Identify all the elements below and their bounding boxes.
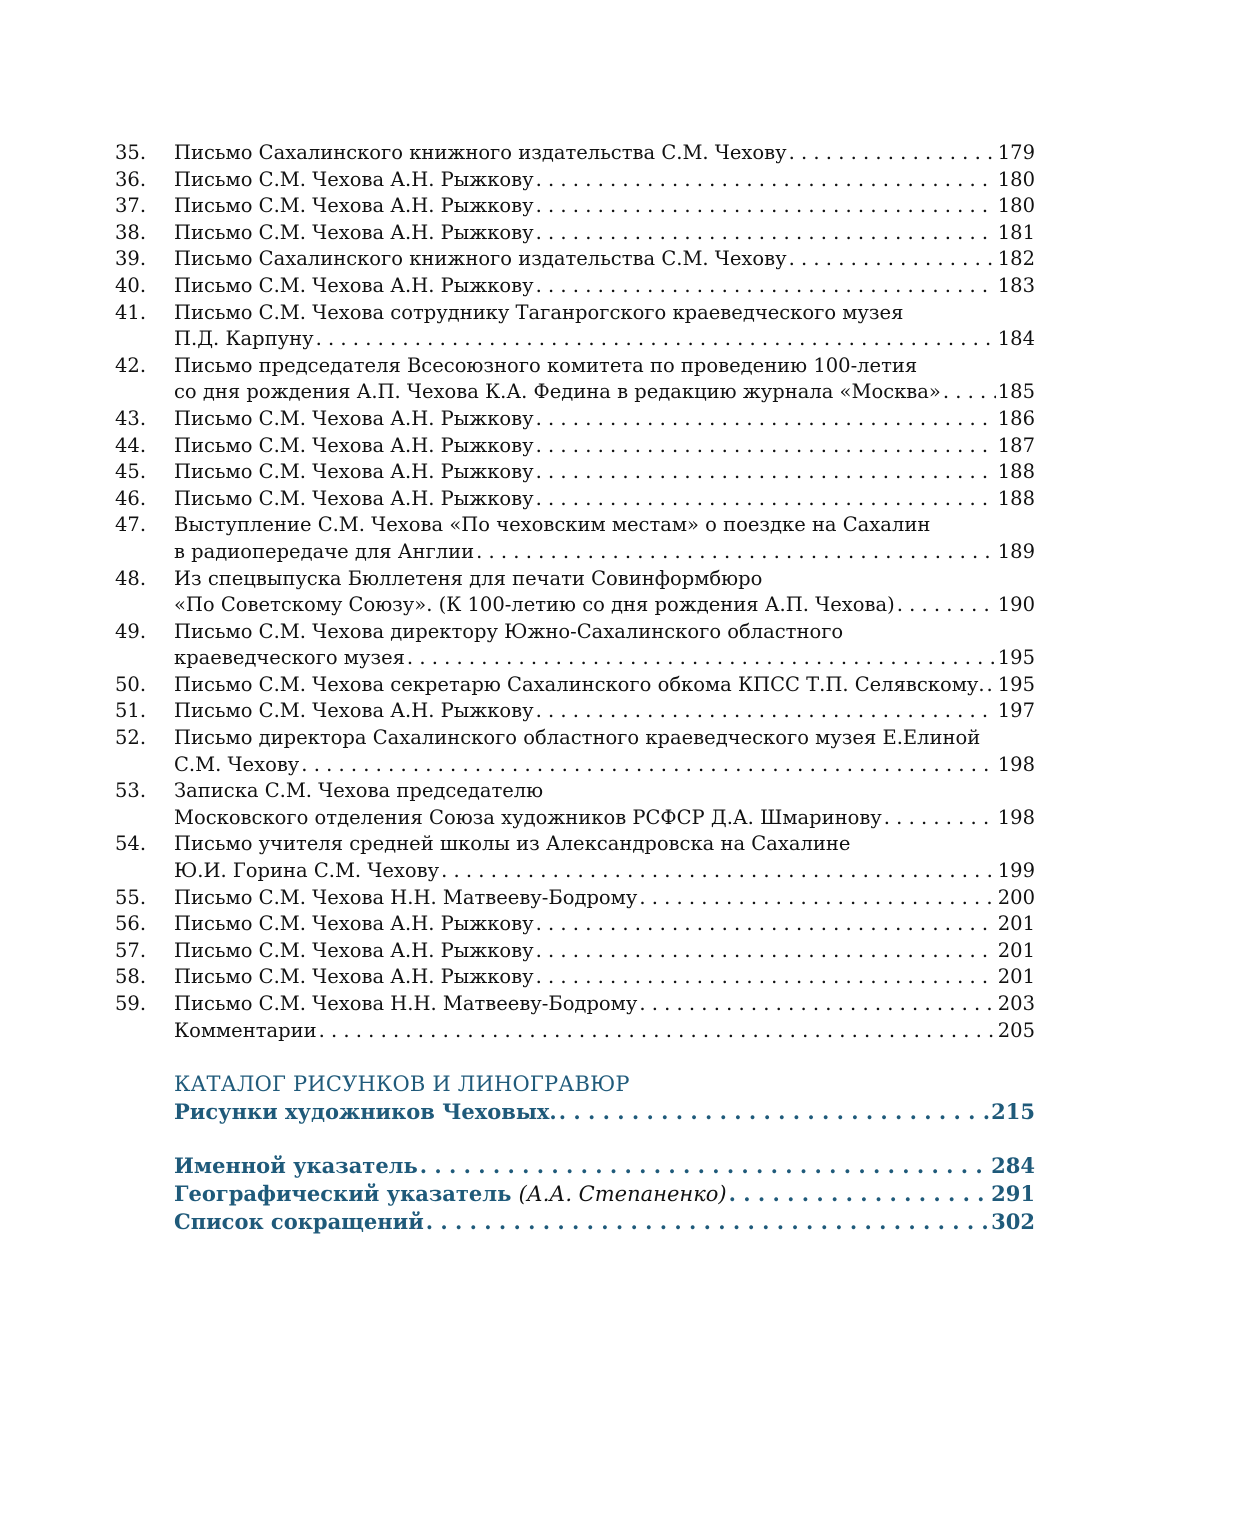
toc-entry[interactable] [115, 193, 1035, 220]
dot-leader [536, 167, 996, 194]
toc-entry-line [115, 805, 1035, 832]
entry-number: 47. [115, 513, 147, 537]
page-number: 190 [997, 593, 1035, 617]
entry-number: 53. [115, 779, 147, 803]
toc-entry-line [115, 193, 1035, 220]
toc-entry-index[interactable] [174, 1152, 1035, 1180]
toc-entry[interactable] [115, 778, 1035, 831]
toc-entry-line [115, 672, 1035, 699]
dot-leader [536, 911, 996, 938]
dot-leader [426, 1208, 989, 1236]
toc-entry-line [115, 379, 1035, 406]
entry-title: Письмо учителя средней школы из Александровска на Сахалине [174, 832, 851, 856]
toc-entry[interactable] [115, 911, 1035, 938]
entry-title: Письмо С.М. Чехова А.Н. Рыжкову [174, 699, 534, 723]
entry-number: 45. [115, 460, 147, 484]
entry-number: 50. [115, 672, 147, 696]
page-number: 183 [997, 273, 1035, 297]
entry-title: Письмо С.М. Чехова А.Н. Рыжкову [174, 912, 534, 936]
entry-title: П.Д. Карпуну [174, 327, 314, 351]
entry-title: Московского отделения Союза художников РСФСР Д.А. Шмаринову [174, 805, 882, 829]
toc-entry-line [115, 592, 1035, 619]
toc-entry-line [115, 486, 1035, 513]
dot-leader [536, 486, 996, 513]
entry-title: Письмо директора Сахалинского областного краеведческого музея Е.Елиной [174, 726, 981, 750]
entry-number: 54. [115, 832, 147, 856]
entry-number: 59. [115, 992, 147, 1015]
entry-title: Письмо Сахалинского книжного издательства С.М. Чехову [174, 141, 787, 164]
page-number: 284 [991, 1153, 1035, 1178]
page-number: 200 [997, 885, 1035, 909]
page-number: 197 [997, 699, 1035, 723]
dot-leader [987, 672, 996, 699]
page-number: 187 [997, 433, 1035, 457]
toc-entry[interactable] [115, 512, 1035, 565]
dot-leader [884, 805, 996, 832]
entry-title: Рисунки художников Чеховых. [174, 1099, 557, 1124]
toc-entry-line [115, 752, 1035, 779]
page-number: 198 [997, 805, 1035, 829]
toc-entry[interactable] [115, 938, 1035, 965]
toc-entry[interactable] [115, 831, 1035, 884]
entry-number: 35. [115, 141, 147, 164]
toc-entry-line [115, 885, 1035, 912]
toc-entry[interactable] [115, 353, 1035, 406]
toc-entry[interactable] [115, 273, 1035, 300]
dot-leader [301, 752, 995, 779]
entry-number: 42. [115, 353, 147, 377]
toc-entry-line [115, 964, 1035, 991]
toc-entry-index[interactable] [174, 1208, 1035, 1236]
dot-leader [536, 964, 996, 991]
entry-title: Письмо С.М. Чехова А.Н. Рыжкову [174, 220, 534, 244]
toc-entry[interactable] [115, 619, 1035, 672]
dot-leader [536, 406, 996, 433]
page-number: 188 [997, 460, 1035, 484]
toc-entry-line [115, 566, 1035, 593]
entry-title: С.М. Чехову [174, 752, 300, 776]
toc-entry[interactable] [115, 1018, 1035, 1045]
toc-entry-line [115, 991, 1035, 1018]
entry-title: Ю.И. Горина С.М. Чехову [174, 859, 440, 883]
toc-entry-line [115, 911, 1035, 938]
entry-number: 41. [115, 300, 147, 324]
entry-number: 39. [115, 247, 147, 271]
toc-entry-line [115, 353, 1035, 380]
page-number: 302 [991, 1209, 1035, 1234]
toc-entry-line [115, 645, 1035, 672]
entry-title: Письмо С.М. Чехова А.Н. Рыжкову [174, 938, 534, 962]
entry-number: 43. [115, 406, 147, 430]
page-number: 189 [997, 539, 1035, 563]
page-number: 201 [997, 912, 1035, 936]
entry-title: Письмо С.М. Чехова А.Н. Рыжкову [174, 167, 534, 191]
catalog-heading: КАТАЛОГ РИСУНКОВ И ЛИНОГРАВЮР [174, 1072, 630, 1096]
entry-number: 57. [115, 938, 147, 962]
toc-entry-line [115, 831, 1035, 858]
entry-title: Письмо С.М. Чехова А.Н. Рыжкову [174, 194, 534, 218]
toc-entry-line [115, 938, 1035, 965]
dot-leader [789, 246, 996, 273]
toc-entry[interactable] [115, 300, 1035, 353]
entry-author-note: (А.А. Степаненко) [518, 1182, 727, 1206]
entry-title: Выступление С.М. Чехова «По чеховским местам» о поездке на Сахалин [174, 513, 931, 537]
entry-title: Письмо С.М. Чехова сотруднику Таганрогского краеведческого музея [174, 300, 904, 324]
toc-entry[interactable] [115, 964, 1035, 991]
toc-entry-line [115, 619, 1035, 646]
toc-entry-line [115, 778, 1035, 805]
dot-leader [789, 140, 996, 167]
toc-entry[interactable] [115, 991, 1035, 1018]
entry-number: 56. [115, 912, 147, 936]
toc-entry-catalog[interactable] [174, 1098, 1035, 1126]
toc-entry[interactable] [115, 725, 1035, 778]
entry-title: Письмо С.М. Чехова Н.Н. Матвееву-Бодрому [174, 885, 638, 909]
toc-list [115, 140, 1035, 1044]
entry-title: Список сокращений [174, 1209, 424, 1234]
page-number: 181 [997, 220, 1035, 244]
entry-number: 40. [115, 273, 147, 297]
page-number: 203 [997, 992, 1035, 1015]
entry-title: краеведческого музея [174, 646, 405, 670]
page-number: 186 [997, 406, 1035, 430]
dot-leader [536, 220, 996, 247]
entry-title: Письмо С.М. Чехова А.Н. Рыжкову [174, 460, 534, 484]
entry-title: Письмо С.М. Чехова А.Н. Рыжкову [174, 406, 534, 430]
toc-entry[interactable] [115, 167, 1035, 194]
dot-leader [943, 379, 996, 406]
dot-leader [536, 273, 996, 300]
entry-title: Записка С.М. Чехова председателю [174, 779, 544, 803]
entry-number: 48. [115, 566, 147, 590]
toc-entry[interactable] [115, 246, 1035, 273]
page-number: 180 [997, 167, 1035, 191]
page-number: 215 [991, 1099, 1035, 1124]
entry-number: 38. [115, 220, 147, 244]
dot-leader [639, 991, 995, 1018]
toc-entry[interactable] [115, 406, 1035, 433]
dot-leader [536, 698, 996, 725]
page-number: 201 [997, 965, 1035, 989]
toc-entry-index[interactable] [174, 1180, 1035, 1208]
dot-leader [536, 433, 996, 460]
page-number: 195 [997, 672, 1035, 696]
entry-title: Письмо С.М. Чехова А.Н. Рыжкову [174, 433, 534, 457]
entry-title: Письмо С.М. Чехова Н.Н. Матвееву-Бодрому [174, 992, 638, 1015]
toc-entry-line [115, 167, 1035, 194]
catalog-section [174, 1070, 1035, 1126]
toc-entry-line [115, 512, 1035, 539]
toc-entry[interactable] [115, 566, 1035, 619]
entry-number: 37. [115, 194, 147, 218]
entry-title: Письмо С.М. Чехова А.Н. Рыжкову [174, 486, 534, 510]
toc-entry[interactable] [115, 698, 1035, 725]
toc-entry[interactable] [115, 140, 1035, 167]
toc-entry-line [115, 300, 1035, 327]
toc-entry-line [115, 1018, 1035, 1045]
entry-number: 46. [115, 486, 147, 510]
entry-number: 55. [115, 885, 147, 909]
entry-title: со дня рождения А.П. Чехова К.А. Федина в редакцию журнала «Москва» [174, 380, 941, 404]
page-number: 195 [997, 646, 1035, 670]
toc-entry-line [115, 725, 1035, 752]
toc-entry[interactable] [115, 672, 1035, 699]
toc-entry-line [115, 220, 1035, 247]
dot-leader [420, 1152, 989, 1180]
dot-leader [536, 193, 996, 220]
dot-leader [536, 938, 996, 965]
toc-entry-line [115, 433, 1035, 460]
entry-number: 58. [115, 965, 147, 989]
page-number: 201 [997, 938, 1035, 962]
toc-entry[interactable] [115, 885, 1035, 912]
toc-entry-line [115, 273, 1035, 300]
toc-entry-line [115, 140, 1035, 167]
entry-title: Письмо председателя Всесоюзного комитета по проведению 100-летия [174, 353, 918, 377]
page-number: 179 [997, 141, 1035, 164]
dot-leader [441, 858, 996, 885]
toc-entry-line [115, 326, 1035, 353]
dot-leader [319, 1018, 996, 1045]
dot-leader [536, 459, 996, 486]
entry-title: Письмо С.М. Чехова А.Н. Рыжкову [174, 273, 534, 297]
entry-title: Письмо Сахалинского книжного издательства С.М. Чехову [174, 247, 787, 271]
page-number: 205 [997, 1018, 1035, 1042]
toc-entry[interactable] [115, 220, 1035, 247]
dot-leader [407, 645, 996, 672]
entry-number: 52. [115, 726, 147, 750]
page-number: 199 [997, 859, 1035, 883]
page-number: 198 [997, 752, 1035, 776]
index-section [174, 1152, 1035, 1236]
page-number: 291 [991, 1181, 1035, 1206]
toc-entry-line [115, 539, 1035, 566]
space [511, 1180, 518, 1208]
entry-title: в радиопередаче для Англии [174, 539, 475, 563]
entry-number: 36. [115, 167, 147, 191]
entry-number: 49. [115, 619, 147, 643]
dot-leader [559, 1098, 989, 1126]
entry-number: 51. [115, 699, 147, 723]
page-number: 180 [997, 194, 1035, 218]
toc-entry-line [115, 246, 1035, 273]
entry-number: 44. [115, 433, 147, 457]
entry-title: Именной указатель [174, 1153, 418, 1178]
entry-title: Письмо С.М. Чехова А.Н. Рыжкову [174, 965, 534, 989]
dot-leader [639, 885, 995, 912]
entry-title: Комментарии [174, 1018, 317, 1042]
dot-leader [316, 326, 996, 353]
toc-entry[interactable] [115, 459, 1035, 486]
toc-entry-line [115, 406, 1035, 433]
page-number: 182 [997, 247, 1035, 271]
entry-title: Географический указатель [174, 1181, 512, 1206]
page-number: 184 [997, 327, 1035, 351]
dot-leader [897, 592, 996, 619]
toc-entry-line [115, 858, 1035, 885]
entry-title: Письмо С.М. Чехова секретарю Сахалинского обкома КПСС Т.П. Селявскому. [174, 672, 985, 696]
dot-leader [729, 1180, 990, 1208]
toc-entry[interactable] [115, 433, 1035, 460]
page-number: 188 [997, 486, 1035, 510]
toc-entry-line [115, 698, 1035, 725]
entry-title: Из спецвыпуска Бюллетеня для печати Совинформбюро [174, 566, 763, 590]
dot-leader [476, 539, 996, 566]
page-number: 185 [997, 380, 1035, 404]
toc-entry-line [115, 459, 1035, 486]
entry-title: «По Советскому Союзу». (К 100-летию со дня рождения А.П. Чехова) [174, 593, 895, 617]
entry-title: Письмо С.М. Чехова директору Южно-Сахалинского областного [174, 619, 844, 643]
toc-entry[interactable] [115, 486, 1035, 513]
